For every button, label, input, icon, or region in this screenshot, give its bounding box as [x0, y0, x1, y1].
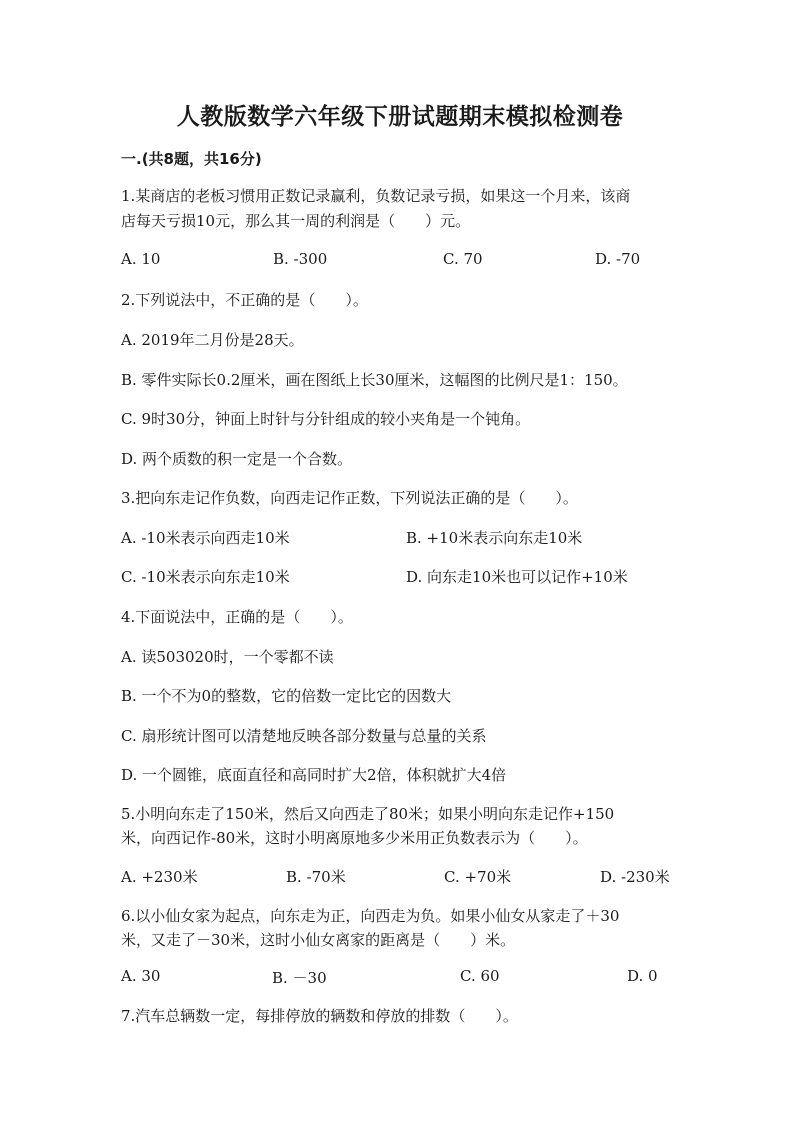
question-6-option-d: D. 0 — [627, 967, 658, 985]
question-6-option-b: B. －30 — [272, 969, 327, 987]
question-3-option-c: C. -10米表示向东走10米 — [121, 568, 290, 586]
page-title: 人教版数学六年级下册试题期末模拟检测卷 — [176, 104, 624, 130]
question-1-option-a: A. 10 — [121, 250, 161, 268]
question-1-option-c: C. 70 — [443, 250, 483, 268]
question-3-option-a: A. -10米表示向西走10米 — [121, 529, 290, 547]
question-2-stem: 2.下列说法中，不正确的是（ ）。 — [121, 291, 368, 309]
question-5-option-a: A. +230米 — [121, 868, 198, 886]
question-2-option-d: D. 两个质数的积一定是一个合数。 — [121, 450, 353, 468]
question-6-line-2: 米，又走了－30米，这时小仙女离家的距离是（ ）米。 — [121, 931, 516, 949]
question-4-option-d: D. 一个圆锥，底面直径和高同时扩大2倍，体积就扩大4倍 — [121, 766, 507, 784]
question-6-option-a: A. 30 — [121, 967, 161, 985]
question-5-option-b: B. -70米 — [286, 868, 346, 886]
question-5-option-d: D. -230米 — [600, 868, 670, 886]
question-5-line-1: 5.小明向东走了150米，然后又向西走了80米；如果小明向东走记作+150 — [121, 805, 615, 823]
question-2-option-a: A. 2019年二月份是28天。 — [121, 331, 304, 349]
question-4-option-c: C. 扇形统计图可以清楚地反映各部分数量与总量的关系 — [121, 727, 487, 745]
question-4-option-a: A. 读503020时，一个零都不读 — [121, 648, 334, 666]
question-2-option-c: C. 9时30分，钟面上时针与分针组成的较小夹角是一个钝角。 — [121, 410, 531, 428]
question-6-option-c: C. 60 — [460, 967, 500, 985]
question-2-option-b: B. 零件实际长0.2厘米，画在图纸上长30厘米，这幅图的比例尺是1：150。 — [121, 371, 628, 389]
question-5-line-2: 米，向西记作-80米，这时小明离原地多少米用正负数表示为（ ）。 — [121, 829, 588, 847]
question-1-line-1: 1.某商店的老板习惯用正数记录赢利，负数记录亏损，如果这一个月来，该商 — [121, 187, 631, 205]
question-4-option-b: B. 一个不为0的整数，它的倍数一定比它的因数大 — [121, 687, 452, 705]
question-6-line-1: 6.以小仙女家为起点，向东走为正，向西走为负。如果小仙女从家走了＋30 — [121, 907, 620, 925]
question-7-stem: 7.汽车总辆数一定，每排停放的辆数和停放的排数（ ）。 — [121, 1007, 518, 1025]
question-5-option-c: C. +70米 — [444, 868, 512, 886]
question-1-option-b: B. -300 — [273, 250, 328, 268]
question-3-option-d: D. 向东走10米也可以记作+10米 — [406, 568, 628, 586]
question-1-line-2: 店每天亏损10元，那么其一周的利润是（ ）元。 — [121, 212, 471, 230]
section-heading: 一.(共8题，共16分) — [121, 150, 262, 168]
question-3-stem: 3.把向东走记作负数，向西走记作正数，下列说法正确的是（ ）。 — [121, 489, 578, 507]
question-3-option-b: B. +10米表示向东走10米 — [406, 529, 583, 547]
question-4-stem: 4.下面说法中，正确的是（ ）。 — [121, 608, 353, 626]
question-1-option-d: D. -70 — [595, 250, 641, 268]
